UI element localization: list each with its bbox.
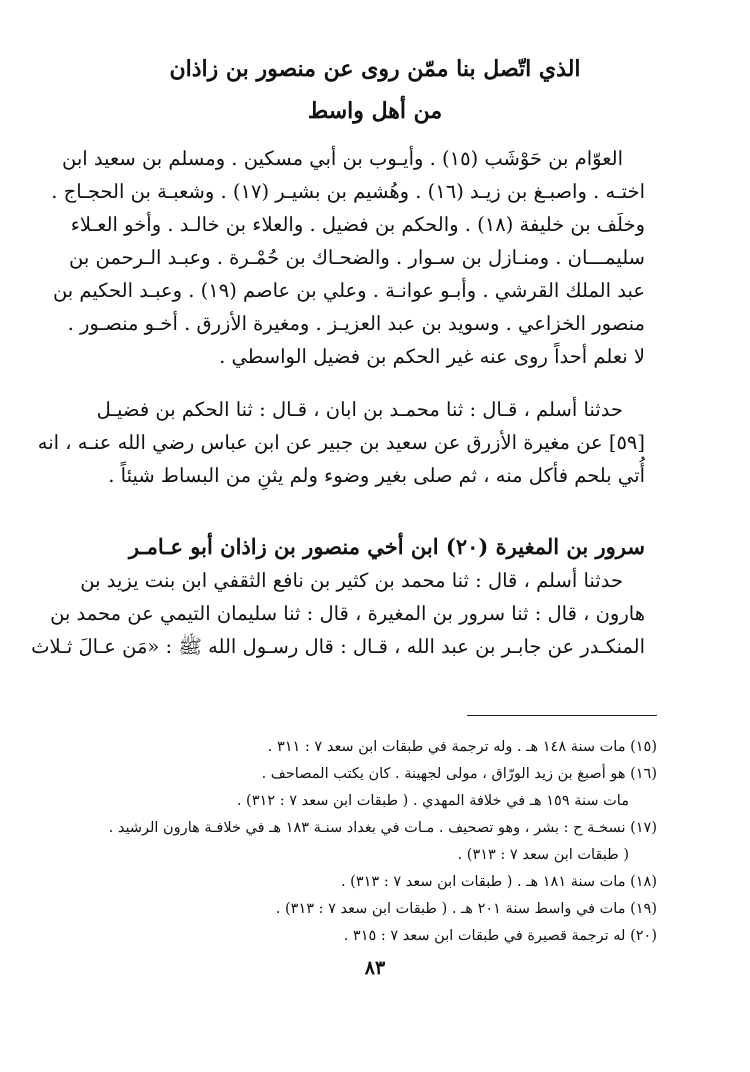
narrators-paragraph <box>51 142 645 373</box>
footnote-19: (١٩) مات في واسط سنة ٢٠١ هـ . ( طبقات ابن سعد ٧ : ٣١٣) . <box>275 901 657 917</box>
footnote-17: (١٧) نسخـة ح : بشر ، وهو تصحيف . مـات في بغداد سنـة ١٨٣ هـ في خلافـة هارون الرشيد . <box>108 820 657 836</box>
text-line: وخلَف بن خليفة (١٨) . والحكم بن فضيل . والعلاء بن خالـد . وأخو العـلاء <box>70 213 645 236</box>
text-line: لا نعلم أحداً روى عنه غير الحكم بن فضيل الواسطي . <box>219 345 645 368</box>
hadith-paragraph <box>31 564 645 663</box>
footnote-16-continued: مات سنة ١٥٩ هـ في خلافة المهدي . ( طبقات ابن سعد ٧ : ٣١٢) . <box>236 793 629 809</box>
section-heading-line-1: الذي اتّصل بنا ممّن روى عن منصور بن زاذان <box>169 56 581 82</box>
text-line: المنكـدر عن جابـر بن عبد الله ، قـال : قال رسـول الله ﷺ : «مَن عـالَ ثـلاث <box>31 635 645 658</box>
footnotes <box>97 734 657 950</box>
text-line: عبد الملك القرشي . وأبـو عوانـة . وعلي بن عاصم (١٩) . وعبـد الحكيم بن <box>52 279 645 302</box>
footnote-20: (٢٠) له ترجمة قصيرة في طبقات ابن سعد ٧ : ٣١٥ . <box>343 928 657 944</box>
text-line: العوّام بن حَوْشَب (١٥) . وأيـوب بن أبي مسكين . ومسلم بن سعيد ابن <box>62 147 623 170</box>
text-line: أُتي بلحم فأكل منه ، ثم صلى بغير وضوء ولم يثنِ من البساط شيئاً . <box>108 464 645 487</box>
footnote-16: (١٦) هو أصبغ بن زيد الورّاق ، مولى لجهينة . كان يكتب المصاحف . <box>261 766 657 782</box>
footnote-separator <box>467 715 657 716</box>
footnote-17-continued: ( طبقات ابن سعد ٧ : ٣١٣) . <box>457 847 629 863</box>
hadith-59-paragraph <box>37 393 645 492</box>
subsection-heading: سرور بن المغيرة (٢٠) ابن أخي منصور بن زاذان أبو عـامـر <box>128 534 645 559</box>
text-line: منصور الخزاعي . وسويد بن عبد العزيـز . ومغيرة الأزرق . أخـو منصـور . <box>67 312 645 335</box>
text-line: سليمـــان . ومنـازل بن سـوار . والضحـاك بن حُمْـرة . وعبـد الـرحمن بن <box>69 246 645 269</box>
text-line: اختـه . واصبـغ بن زيـد (١٦) . وهُشيم بن بشيـر (١٧) . وشعبـة بن الحجـاج . <box>51 180 645 203</box>
footnote-15: (١٥) مات سنة ١٤٨ هـ . وله ترجمة في طبقات ابن سعد ٧ : ٣١١ . <box>267 739 657 755</box>
footnote-18: (١٨) مات سنة ١٨١ هـ . ( طبقات ابن سعد ٧ : ٣١٣) . <box>340 874 657 890</box>
page-number: ٨٣ <box>364 957 386 979</box>
text-line: حدثنا أسلم ، قـال : ثنا محمـد بن ابان ، قـال : ثنا الحكم بن فضيـل <box>96 398 623 421</box>
text-line: [٥٩] عن مغيرة الأزرق عن سعيد بن جبير عن ابن عباس رضي الله عنـه ، انه <box>37 431 645 454</box>
section-heading-line-2: من أهل واسط <box>307 98 443 124</box>
text-line: حدثنا أسلم ، قال : ثنا محمد بن كثير بن نافع الثقفي ابن بنت يزيد بن <box>80 569 623 592</box>
text-line: هارون ، قال : ثنا سرور بن المغيرة ، قال : ثنا سليمان التيمي عن محمد بن <box>50 602 645 625</box>
